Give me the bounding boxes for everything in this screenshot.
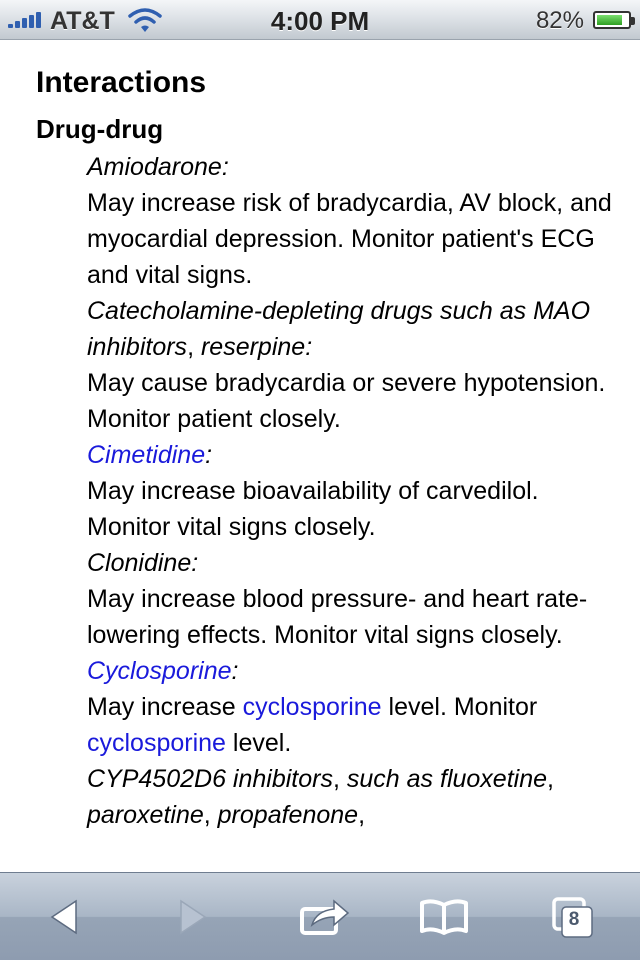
subsection-heading: Drug-drug bbox=[36, 114, 164, 144]
tab-count: 8 bbox=[568, 909, 580, 930]
interaction-list bbox=[87, 149, 617, 833]
forward-button[interactable] bbox=[165, 891, 221, 943]
book-icon bbox=[418, 897, 470, 937]
back-button[interactable] bbox=[36, 891, 92, 943]
browser-toolbar bbox=[0, 872, 640, 960]
cyclosporine-link[interactable]: Cyclosporine bbox=[87, 657, 232, 685]
cyclosporine-inline-link[interactable]: cyclosporine bbox=[87, 729, 226, 757]
back-arrow-icon bbox=[46, 899, 82, 935]
share-button[interactable] bbox=[296, 891, 352, 943]
drug-name: Catecholamine-depleting drugs such as MAO inhibitors, reserpine: bbox=[87, 297, 591, 361]
interaction-description: May increase cyclosporine level. Monitor cyclosporine level. bbox=[87, 693, 538, 757]
cimetidine-link[interactable]: Cimetidine bbox=[87, 441, 206, 469]
clock: 4:00 PM bbox=[270, 6, 370, 36]
interaction-description: May cause bradycardia or severe hypotension. Monitor patient closely. bbox=[87, 369, 606, 433]
section-heading: Interactions bbox=[36, 66, 207, 99]
battery-icon bbox=[593, 11, 631, 29]
drug-name: Clonidine: bbox=[87, 549, 199, 577]
drug-link[interactable]: Cimetidine: bbox=[87, 441, 213, 469]
interaction-description: May increase bioavailability of carvedilol. Monitor vital signs closely. bbox=[87, 477, 539, 541]
bookmarks-button[interactable] bbox=[416, 891, 472, 943]
drug-link[interactable]: Cyclosporine: bbox=[87, 657, 239, 685]
cyclosporine-inline-link[interactable]: cyclosporine bbox=[242, 693, 382, 721]
carrier-name: AT&T bbox=[50, 7, 115, 35]
interaction-description: May increase risk of bradycardia, AV block, and myocardial depression. Monitor patient's ECG and vital signs. bbox=[87, 189, 612, 289]
drug-name: CYP4502D6 inhibitors, such as fluoxetine, paroxetine, propafenone, bbox=[87, 765, 554, 829]
battery-percentage: 82% bbox=[535, 7, 584, 34]
drug-name: Amiodarone: bbox=[87, 153, 229, 181]
forward-arrow-icon bbox=[175, 899, 211, 935]
status-bar bbox=[0, 0, 640, 40]
interaction-description: May increase blood pressure- and heart rate-lowering effects. Monitor vital signs closely. bbox=[87, 585, 588, 649]
web-content[interactable] bbox=[0, 40, 640, 872]
share-icon bbox=[298, 897, 350, 937]
